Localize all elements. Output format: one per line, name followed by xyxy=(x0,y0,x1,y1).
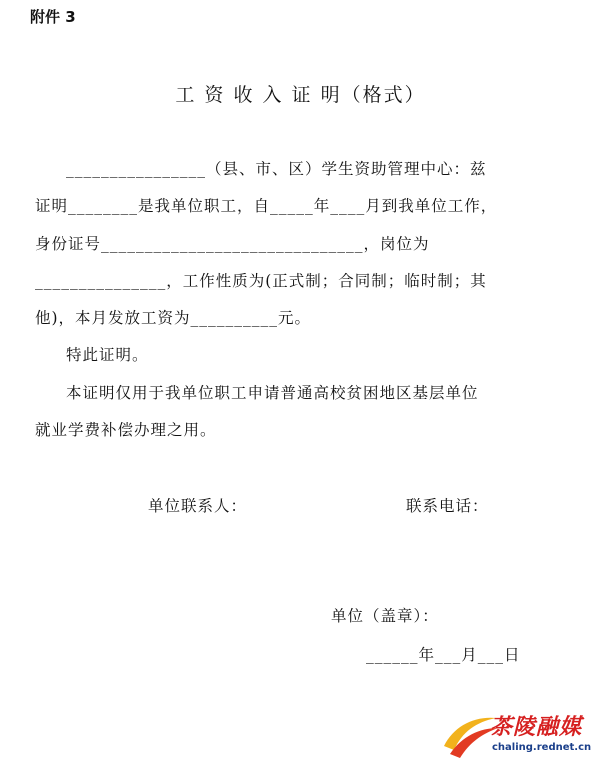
body-line-2: 证明________是我单位职工，自_____年____月到我单位工作， xyxy=(35,197,498,216)
body-line-8: 就业学费补偿办理之用。 xyxy=(35,421,217,440)
seal-label: 单位（盖章）： xyxy=(331,607,439,625)
contact-phone-label: 联系电话： xyxy=(406,497,489,515)
watermark-url: chaling.rednet.cn xyxy=(492,742,592,753)
watermark-logo xyxy=(440,706,590,766)
body-line-5: 他)，本月发放工资为__________元。 xyxy=(35,309,312,328)
body-line-6: 特此证明。 xyxy=(66,346,149,365)
body-line-3: 身份证号______________________________，岗位为 xyxy=(35,234,430,253)
contact-person-label: 单位联系人： xyxy=(148,497,248,515)
certificate-body xyxy=(35,151,555,449)
document-title: 工 资 收 入 证 明（格式） xyxy=(175,84,426,106)
date-line: ______年___月___日 xyxy=(366,646,521,664)
body-line-1: ________________（县、市、区）学生资助管理中心：兹 xyxy=(66,160,487,178)
attachment-label: 附件 3 xyxy=(30,8,76,26)
watermark-name: 茶陵融媒 xyxy=(490,715,583,740)
body-line-7: 本证明仅用于我单位职工申请普通高校贫困地区基层单位 xyxy=(66,383,479,402)
body-line-4: _______________，工作性质为(正式制；合同制；临时制；其 xyxy=(35,271,487,290)
